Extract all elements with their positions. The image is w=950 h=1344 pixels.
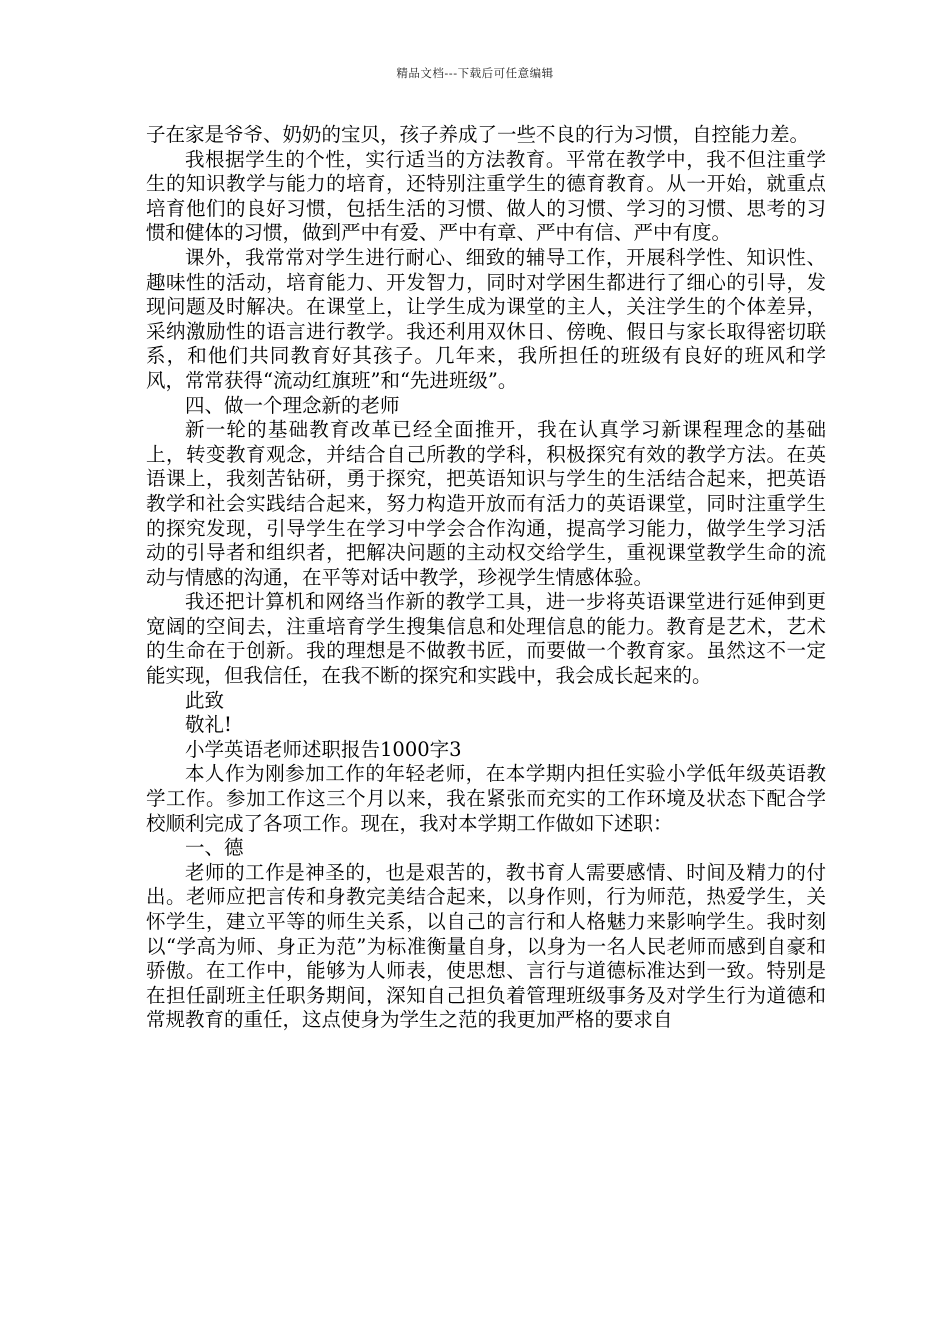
paragraph-computer-network: 我还把计算机和网络当作新的教学工具，进一步将英语课堂进行延伸到更宽阔的空间去，注重培育学生搜集信息和处理信息的能力。教育是艺术，艺术的生命在于创新。我的理想是不做教书匠，而要做一个教育家。虽然这不一定能实现，但我信任，在我不断的探究和实践中，我会成长起来的。 — [146, 590, 826, 688]
paragraph-continuation: 子在家是爷爷、奶奶的宝贝，孩子养成了一些不良的行为习惯，自控能力差。 — [146, 123, 810, 146]
closing-salutation: 此致 — [185, 688, 225, 712]
paragraph-curriculum-reform: 新一轮的基础教育改革已经全面推开，我在认真学习新课程理念的基础上，转变教育观念，并结合自己所教的学科，积极探究有效的教学方法。在英语课上，我刻苦钻研，勇于探究，把英语知识与学生的生活结合起来，把英语教学和社会实践结合起来，努力构造开放而有活力的英语课堂，同时注重学生的探究发现，引导学生在学习中学会合作沟通，提高学习能力，做学生学习活动的引导者和组织者，把解决问题的主动权交给学生，重视课堂教学生命的流动与情感的沟通，在平等对话中教学，珍视学生情感体验。 — [146, 418, 826, 589]
paragraph-extracurricular: 课外，我常常对学生进行耐心、细致的辅导工作，开展科学性、知识性、趣味性的活动，培育能力、开发智力，同时对学困生都进行了细心的引导，发现问题及时解决。在课堂上，让学生成为课堂的主人，关注学生的个体差异，采纳激励性的语言进行教学。我还利用双休日、傍晚、假日与家长取得密切联系，和他们共同教育好其孩子。几年来，我所担任的班级有良好的班风和学风，常常获得“流动红旗班”和“先进班级”。 — [146, 245, 826, 392]
document-body — [146, 123, 826, 1033]
section-heading-four: 四、做一个理念新的老师 — [185, 393, 400, 417]
page-header: 精品文档---下载后可任意编辑 — [396, 66, 554, 80]
paragraph-character-education: 我根据学生的个性，实行适当的方法教育。平常在教学中，我不但注重学生的知识教学与能力的培育，还特别注重学生的德育教育。从一开始，就重点培育他们的良好习惯，包括生活的习惯、做人的习惯、学习的习惯、思考的习惯和健体的习惯，做到严中有爱、严中有章、严中有信、严中有度。 — [146, 147, 826, 245]
report-title: 小学英语老师述职报告1000字3 — [185, 737, 462, 761]
closing-regards: 敬礼! — [185, 713, 232, 737]
paragraph-introduction: 本人作为刚参加工作的年轻老师，在本学期内担任实验小学低年级英语教学工作。参加工作这三个月以来，我在紧张而充实的工作环境及状态下配合学校顺利完成了各项工作。现在，我对本学期工作做如下述职： — [146, 762, 826, 835]
section-heading-virtue: 一、德 — [185, 836, 244, 860]
paragraph-teacher-ethics: 老师的工作是神圣的，也是艰苦的，教书育人需要感情、时间及精力的付出。老师应把言传和身教完美结合起来，以身作则，行为师范，热爱学生，关怀学生，建立平等的师生关系，以自己的言行和人格魅力来影响学生。我时刻以“学高为师、身正为范”为标准衡量自身，以身为一名人民老师而感到自豪和骄傲。在工作中，能够为人师表，使思想、言行与道德标准达到一致。特别是在担任副班主任职务期间，深知自己担负着管理班级事务及对学生行为道德和常规教育的重任，这点使身为学生之范的我更加严格的要求自 — [146, 860, 826, 1032]
